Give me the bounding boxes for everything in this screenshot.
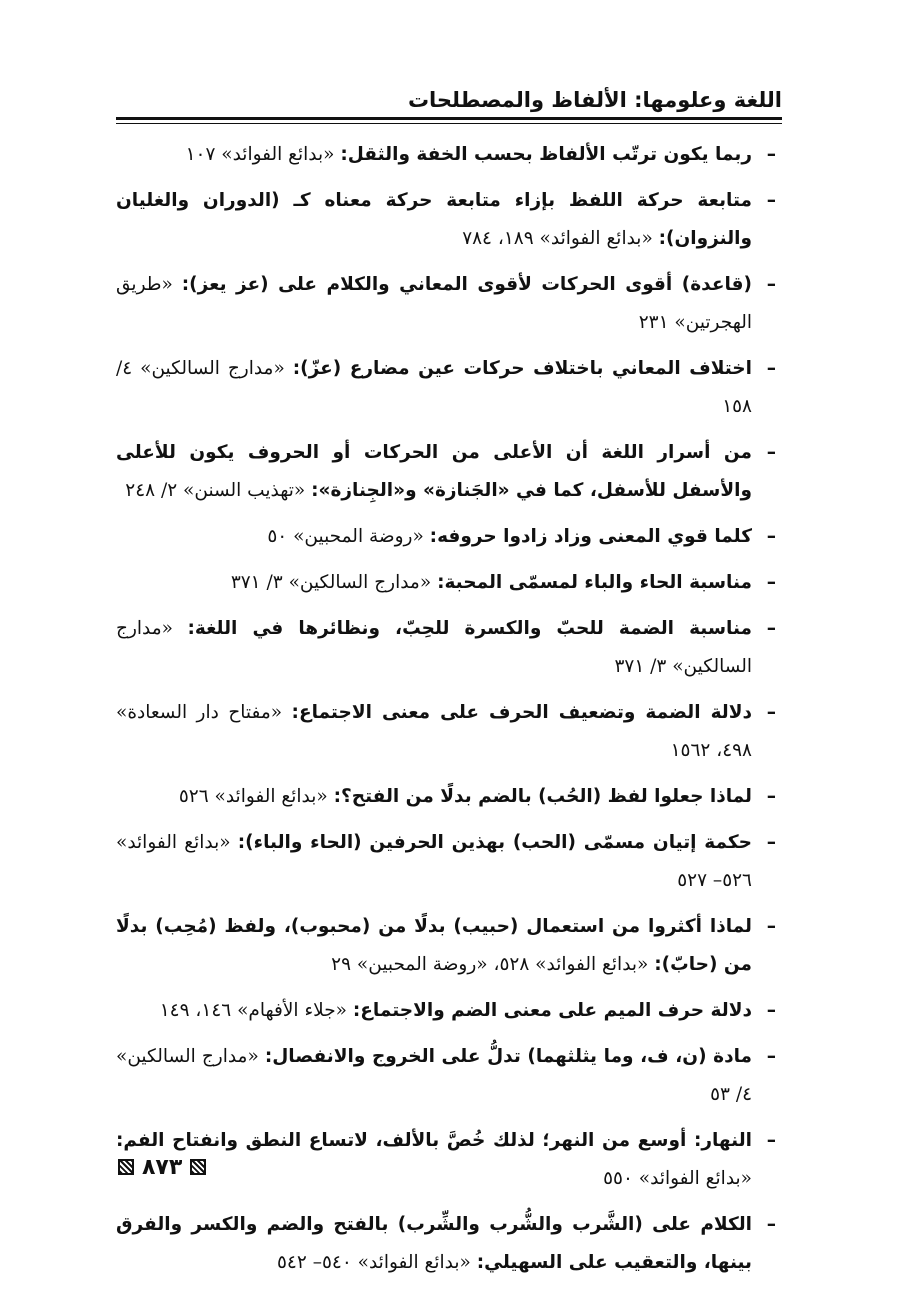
entry-topic: مناسبة الحاء والباء لمسمّى المحبة: [437, 572, 752, 593]
entry-reference: «بدائع الفوائد» ٥٢٨، «روضة المحبين» ٢٩ [331, 954, 649, 975]
entry-dash: – [766, 144, 776, 165]
entry-reference: «مدارج السالكين» ٤/ ٥٣ [116, 1046, 752, 1105]
index-entry [116, 694, 782, 770]
entry-topic: لماذا أكثروا من استعمال (حبيب) بدلًا من (محبوب)، ولفظ (مُحِب) بدلًا من (حابّ): [116, 916, 752, 975]
index-entry [116, 778, 782, 816]
entry-topic: متابعة حركة اللفظ بإزاء متابعة حركة معناه كـ (الدوران والغليان والنزوان): [116, 190, 752, 249]
index-entry [116, 1206, 782, 1282]
running-header: اللغة وعلومها: الألفاظ والمصطلحات [407, 88, 782, 112]
entry-dash: – [766, 1214, 776, 1235]
entry-topic: دلالة الضمة وتضعيف الحرف على معنى الاجتماع: [291, 702, 753, 723]
index-entry [116, 992, 782, 1030]
entry-reference: «جلاء الأفهام» ١٤٦، ١٤٩ [159, 1000, 347, 1021]
index-entry [116, 350, 782, 426]
index-entry [116, 1122, 782, 1198]
entry-reference: «مفتاح دار السعادة» ٤٩٨، ١٥٦٢ [116, 702, 752, 761]
entry-dash: – [766, 572, 776, 593]
entry-reference: «مدارج السالكين» ٣/ ٣٧١ [230, 572, 432, 593]
index-entry [116, 136, 782, 174]
index-entry [116, 564, 782, 602]
entry-dash: – [766, 1130, 776, 1151]
index-entry [116, 908, 782, 984]
entry-dash: – [766, 702, 776, 723]
entry-topic: (قاعدة) أقوى الحركات لأقوى المعاني والكلام على (عز يعز): [181, 274, 752, 295]
index-entry [116, 182, 782, 258]
entry-dash: – [766, 786, 776, 807]
entry-reference: «بدائع الفوائد» ٥٥٠ [603, 1168, 752, 1189]
entry-dash: – [766, 358, 776, 379]
square-ornament-icon [190, 1159, 206, 1175]
index-entries [116, 136, 782, 1290]
entry-reference: «بدائع الفوائد» ١٠٧ [185, 144, 335, 165]
entry-topic: دلالة حرف الميم على معنى الضم والاجتماع: [352, 1000, 752, 1021]
entry-reference: «مدارج السالكين» ٤/ ١٥٨ [116, 358, 752, 417]
entry-reference: «مدارج السالكين» ٣/ ٣٧١ [116, 618, 752, 677]
entry-dash: – [766, 1000, 776, 1021]
entry-dash: – [766, 832, 776, 853]
index-entry [116, 434, 782, 510]
entry-topic: ربما يكون ترتّب الألفاظ بحسب الخفة والثقل: [340, 144, 752, 165]
entry-topic: من أسرار اللغة أن الأعلى من الحركات أو الحروف يكون للأعلى والأسفل للأسفل، كما في «الجَنازة» و«الجِنازة»: [116, 442, 752, 501]
entry-reference: «طريق الهجرتين» ٢٣١ [116, 274, 752, 333]
entry-dash: – [766, 1046, 776, 1067]
header-rule-thin [116, 123, 782, 124]
entry-reference: «بدائع الفوائد» ٥٢٦ [178, 786, 328, 807]
entry-topic: حكمة إتيان مسمّى (الحب) بهذين الحرفين (الحاء والباء): [237, 832, 752, 853]
entry-reference: «بدائع الفوائد» ٥٤٠– ٥٤٢ [277, 1252, 471, 1273]
entry-dash: – [766, 190, 776, 211]
entry-reference: «بدائع الفوائد» ٥٢٦– ٥٢٧ [116, 832, 752, 891]
index-entry [116, 824, 782, 900]
entry-topic: مناسبة الضمة للحبّ والكسرة للحِبّ، ونظائرها في اللغة: [187, 618, 753, 639]
index-entry [116, 1038, 782, 1114]
entry-topic: مادة (ن، ف، وما يثلثهما) تدلُّ على الخروج والانفصال: [264, 1046, 752, 1067]
entry-topic: لماذا جعلوا لفظ (الحُب) بالضم بدلًا من الفتح؟: [333, 786, 752, 807]
entry-dash: – [766, 618, 776, 639]
entry-dash: – [766, 916, 776, 937]
entry-topic: الكلام على (الشَّرب والشُّرب والشِّرب) بالفتح والضم والكسر والفرق بينها، والتعقيب على السهيلي: [116, 1214, 752, 1273]
entry-dash: – [766, 274, 776, 295]
index-entry [116, 266, 782, 342]
entry-topic: اختلاف المعاني باختلاف حركات عين مضارع (عزّ): [292, 358, 752, 379]
page-footer [118, 1152, 206, 1182]
entry-dash: – [766, 442, 776, 463]
index-entry [116, 518, 782, 556]
header-rule-thick [116, 117, 782, 120]
entry-topic: كلما قوي المعنى وزاد زادوا حروفه: [429, 526, 752, 547]
entry-reference: «تهذيب السنن» ٢/ ٢٤٨ [125, 480, 306, 501]
square-ornament-icon [118, 1159, 134, 1175]
entry-topic: النهار: أوسع من النهر؛ لذلك خُصَّ بالألف، لاتساع النطق وانفتاح الفم: [116, 1130, 752, 1151]
index-entry [116, 610, 782, 686]
entry-dash: – [766, 526, 776, 547]
page-number: ٨٧٣ [142, 1154, 183, 1180]
entry-reference: «بدائع الفوائد» ١٨٩، ٧٨٤ [462, 228, 653, 249]
entry-reference: «روضة المحبين» ٥٠ [267, 526, 424, 547]
